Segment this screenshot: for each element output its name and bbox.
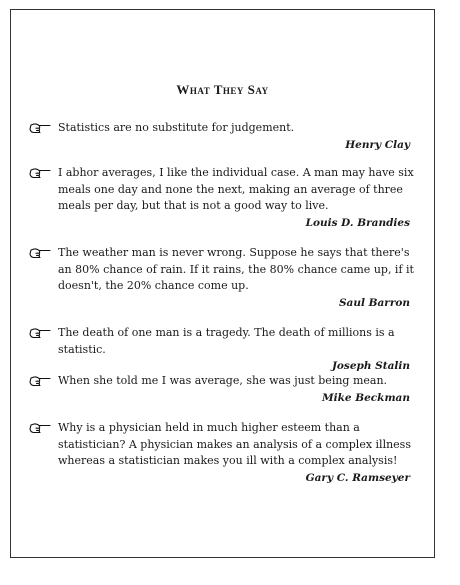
quote-item	[25, 120, 425, 153]
pointing-hand-icon	[29, 121, 51, 135]
document-page	[10, 9, 435, 558]
pointing-hand-icon	[29, 166, 51, 180]
pointing-hand-icon	[29, 421, 51, 435]
page-title: What They Say	[176, 82, 269, 97]
quote-author: Saul Barron	[338, 296, 410, 309]
quote-author: Louis D. Brandies	[305, 216, 410, 229]
quote-text: Why is a physician held in much higher esteem than a statistician? A physician makes an analysis of a complex illness whereas a statistician makes you ill with a complex analysis!	[58, 421, 411, 467]
quote-text: Statistics are no substitute for judgement.	[58, 121, 295, 134]
quote-text: The weather man is never wrong. Suppose he says that there's an 80% chance of rain. If it rains, the 80% chance came up, if it doesn't, the 20% chance come up.	[58, 246, 414, 292]
pointing-hand-icon	[29, 374, 51, 388]
quote-author: Mike Beckman	[322, 391, 410, 404]
quote-text: The death of one man is a tragedy. The death of millions is a statistic.	[58, 326, 395, 356]
quote-author: Henry Clay	[345, 138, 410, 151]
pointing-hand-icon	[29, 246, 51, 260]
quote-author: Gary C. Ramseyer	[305, 471, 410, 484]
quote-item	[25, 373, 425, 406]
quote-item	[25, 325, 425, 374]
quote-item	[25, 245, 425, 311]
quote-text: When she told me I was average, she was just being mean.	[58, 374, 388, 387]
quote-item	[25, 165, 425, 231]
quote-author: Joseph Stalin	[331, 360, 410, 372]
quote-text: I abhor averages, I like the individual case. A man may have six meals one day and none the next, making an average of three meals per day, but that is not a good way to live.	[58, 166, 414, 212]
pointing-hand-icon	[29, 326, 51, 340]
quote-item	[25, 420, 425, 486]
